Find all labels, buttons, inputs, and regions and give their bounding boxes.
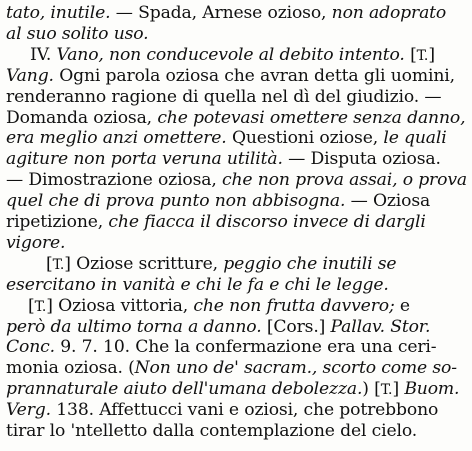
text-line — [0, 295, 472, 317]
text-line — [0, 378, 472, 400]
text-line — [0, 253, 472, 275]
text-line — [0, 2, 472, 24]
italic-text: Vang. — [6, 65, 54, 86]
text-line — [0, 169, 472, 191]
text-line — [0, 232, 472, 254]
text-line — [0, 357, 472, 379]
roman-text: [Cors.] — [261, 316, 331, 337]
text-line — [0, 190, 472, 212]
italic-text: prannaturale aiuto dell'umana debolezza. — [6, 379, 363, 400]
roman-text: — Oziosa — [345, 191, 431, 212]
roman-text: renderanno ragione di quella nel dì del giudizio. — — [6, 86, 442, 107]
roman-text: — Spada, Arnese ozioso, — [110, 3, 332, 23]
roman-text: ] — [428, 44, 435, 65]
text-line — [0, 274, 472, 296]
text-line — [0, 86, 472, 108]
italic-text: Pallav. Stor. — [330, 316, 431, 337]
italic-text: peggio che inutili se — [223, 253, 397, 274]
roman-text: 138. Affettucci vani e oziosi, che potrebbono — [50, 400, 439, 421]
italic-text: al suo solito uso. — [6, 23, 149, 44]
roman-text: T. — [34, 298, 47, 315]
roman-text: Questioni oziose, — [226, 128, 384, 149]
roman-text: [ — [28, 295, 35, 316]
text-line — [0, 127, 472, 149]
italic-text: Buom. — [404, 379, 460, 400]
italic-text: che potevasi omettere senza danno, — [157, 107, 466, 128]
text-line — [0, 211, 472, 233]
text-line — [0, 23, 472, 45]
roman-text: ) [ — [362, 379, 381, 400]
roman-text: T. — [416, 47, 429, 64]
roman-text: — Disputa oziosa. — [282, 149, 441, 170]
roman-text: [ — [46, 253, 53, 274]
text-line — [0, 148, 472, 170]
roman-text: ] — [392, 379, 405, 400]
text-line — [0, 107, 472, 129]
text-line — [0, 336, 472, 358]
italic-text: le quali — [383, 128, 447, 149]
text-line — [0, 44, 472, 66]
roman-text: monia oziosa. ( — [6, 358, 135, 379]
italic-text: che fiacca il discorso invece di dargli — [108, 212, 426, 232]
text-line — [0, 420, 472, 442]
roman-text: ] Oziosa vittoria, — [46, 295, 194, 316]
italic-text: che non prova assai, o prova — [222, 170, 467, 191]
roman-text: T. — [380, 382, 393, 399]
roman-text: — Dimostrazione oziosa, — [6, 170, 223, 191]
italic-text: Vano, non conducevole al debito intento. — [56, 44, 405, 65]
italic-text: quel che di prova punto non abbisogna. — [6, 191, 346, 212]
roman-text: Ogni parola oziosa che avran detta gli uomini, — [53, 65, 455, 86]
roman-text: IV. — [30, 44, 57, 65]
italic-text: agiture non porta veruna utilità. — [6, 149, 283, 170]
roman-text: ] Oziose scritture, — [64, 253, 224, 274]
italic-text: esercitano in vanità e chi le fa e chi le legge. — [6, 274, 389, 295]
roman-text: tirar lo 'ntelletto dalla contemplazione del cielo. — [6, 421, 418, 441]
roman-text: 9. 7. 10. Che la confermazione era una ceri- — [54, 337, 437, 358]
italic-text: Conc. — [6, 337, 55, 358]
roman-text: T. — [52, 256, 65, 273]
italic-text: vigore. — [6, 232, 66, 253]
italic-text: però da ultimo torna a danno. — [6, 316, 262, 337]
text-line — [0, 65, 472, 87]
italic-text: era meglio anzi omettere. — [6, 128, 227, 149]
text-line — [0, 399, 472, 421]
italic-text: Verg. — [6, 400, 51, 421]
italic-text: che non frutta davvero; — [193, 295, 395, 316]
roman-text: e — [394, 295, 410, 316]
italic-text: tato, inutile. — [6, 3, 111, 23]
roman-text: Domanda oziosa, — [6, 107, 158, 128]
italic-text: non adoprato — [331, 3, 447, 23]
roman-text: [ — [404, 44, 417, 65]
roman-text: ripetizione, — [6, 212, 109, 232]
italic-text: Non uno de' sacram., scorto come so- — [134, 358, 457, 379]
text-line — [0, 316, 472, 338]
